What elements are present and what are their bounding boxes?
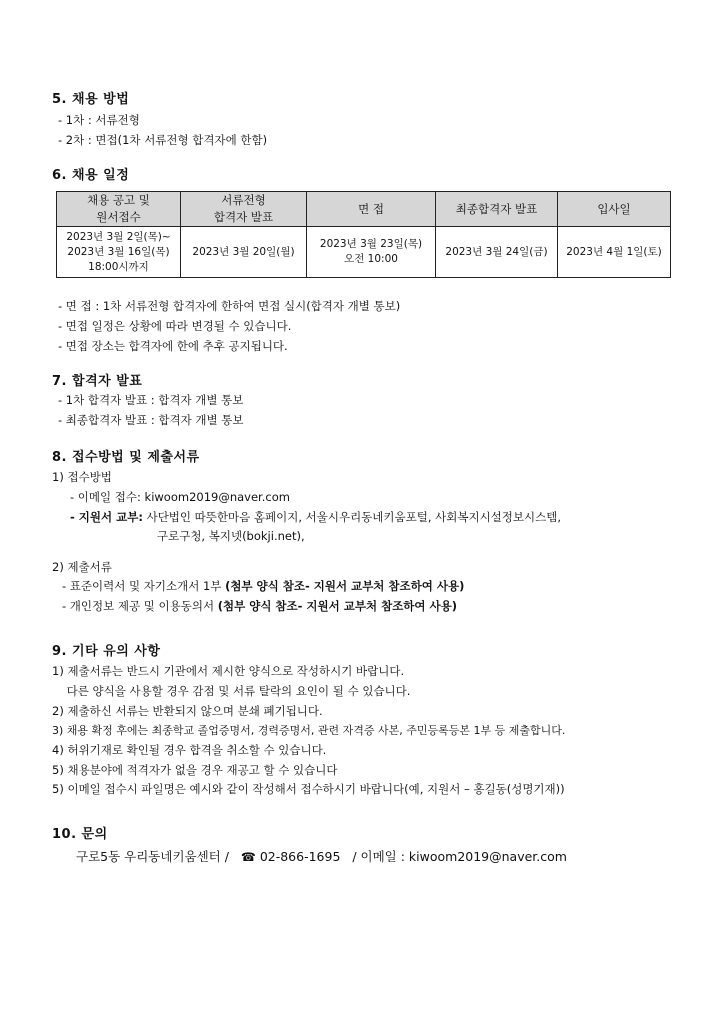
section-7-title: 7. 합격자 발표 [52,374,143,389]
sec7-item-2: - 최종합격자 발표 : 합격자 개별 통보 [58,413,244,427]
contact-phone: 02-866-1695 [259,849,341,864]
form-text-1: 사단법인 따뜻한마음 홈페이지, 서울시우리동네키움포털, 사회복지시설정보시스템, [146,510,561,524]
sec6-note-2: - 면접 일정은 상황에 따라 변경될 수 있습니다. [58,319,292,333]
section-9-title: 9. 기타 유의 사항 [52,644,161,659]
sec8-email-line: - 이메일 접수: kiwoom2019@naver.com [70,490,290,504]
sec8-form-line-2: 구로구청, 복지넷(bokji.net), [157,529,305,543]
sec6-note-3: - 면접 장소는 합격자에 한에 추후 공지됩니다. [58,339,288,353]
schedule-table [56,191,671,278]
section-10-title: 10. 문의 [52,827,108,842]
contact-line [76,847,567,865]
cell-final-result: 2023년 3월 24일(금) [436,227,558,278]
doc-1-text: - 표준이력서 및 자기소개서 1부 [62,579,226,593]
cell-start-date: 2023년 4월 1일(토) [558,227,671,278]
doc-2-bold: (첨부 양식 참조- 지원서 교부처 참조하여 사용) [217,599,458,613]
sec8-sub-1: 1) 접수방법 [52,470,112,484]
sec8-doc-1 [62,578,464,594]
sec8-sub-2: 2) 제출서류 [52,560,112,574]
section-5-title: 5. 채용 방법 [52,92,130,107]
sec9-item-1b: 다른 양식을 사용할 경우 감점 및 서류 탈락의 요인이 될 수 있습니다. [52,684,411,698]
phone-icon: ☎ [240,850,256,864]
header-final-result: 최종합격자 발표 [436,192,558,227]
contact-org: 구로5동 우리동네키움센터 / [76,849,229,864]
cell-interview: 2023년 3월 23일(목) 오전 10:00 [307,227,436,278]
sec9-item-4: 4) 허위기재로 확인될 경우 합격을 취소할 수 있습니다. [52,743,327,757]
schedule-data-row [57,227,671,278]
doc-1-bold: (첨부 양식 참조- 지원서 교부처 참조하여 사용) [225,579,465,593]
sec9-item-2: 2) 제출하신 서류는 반환되지 않으며 분쇄 폐기됩니다. [52,704,323,718]
header-interview: 면 접 [307,192,436,227]
header-start-date: 입사일 [558,192,671,227]
sec8-form-line [70,509,561,525]
sec7-item-1: - 1차 합격자 발표 : 합격자 개별 통보 [58,393,244,407]
section-6-title: 6. 채용 일정 [52,168,130,183]
schedule-header-row [57,192,671,227]
contact-email: / 이메일 : kiwoom2019@naver.com [352,849,567,864]
sec9-item-3: 3) 채용 확정 후에는 최종학교 졸업증명서, 경력증명서, 관련 자격증 사본, 주민등록등본 1부 등 제출합니다. [52,724,566,737]
sec6-note-1: - 면 접 : 1차 서류전형 합격자에 한하여 면접 실시(합격자 개별 통보) [58,299,401,313]
doc-2-text: - 개인정보 제공 및 이용동의서 [62,599,218,613]
sec9-item-6: 5) 이메일 접수시 파일명은 예시와 같이 작성해서 접수하시기 바랍니다(예, 지원서 – 홍길동(성명기재)) [52,782,565,796]
sec5-item-1: - 1차 : 서류전형 [58,113,140,127]
header-announce: 채용 공고 및 원서접수 [57,192,181,227]
cell-announce: 2023년 3월 2일(목)~ 2023년 3월 16일(목) 18:00시까지 [57,227,181,278]
sec8-doc-2 [62,598,457,614]
header-doc-result: 서류전형 합격자 발표 [181,192,307,227]
sec9-item-1: 1) 제출서류는 반드시 기관에서 제시한 양식으로 작성하시기 바랍니다. [52,664,405,678]
sec9-item-5: 5) 채용분야에 적격자가 없을 경우 재공고 할 수 있습니다 [52,763,338,777]
cell-doc-result: 2023년 3월 20일(월) [181,227,307,278]
sec5-item-2: - 2차 : 면접(1차 서류전형 합격자에 한함) [58,133,268,147]
section-8-title: 8. 접수방법 및 제출서류 [52,450,200,465]
form-label: - 지원서 교부: [70,510,143,524]
